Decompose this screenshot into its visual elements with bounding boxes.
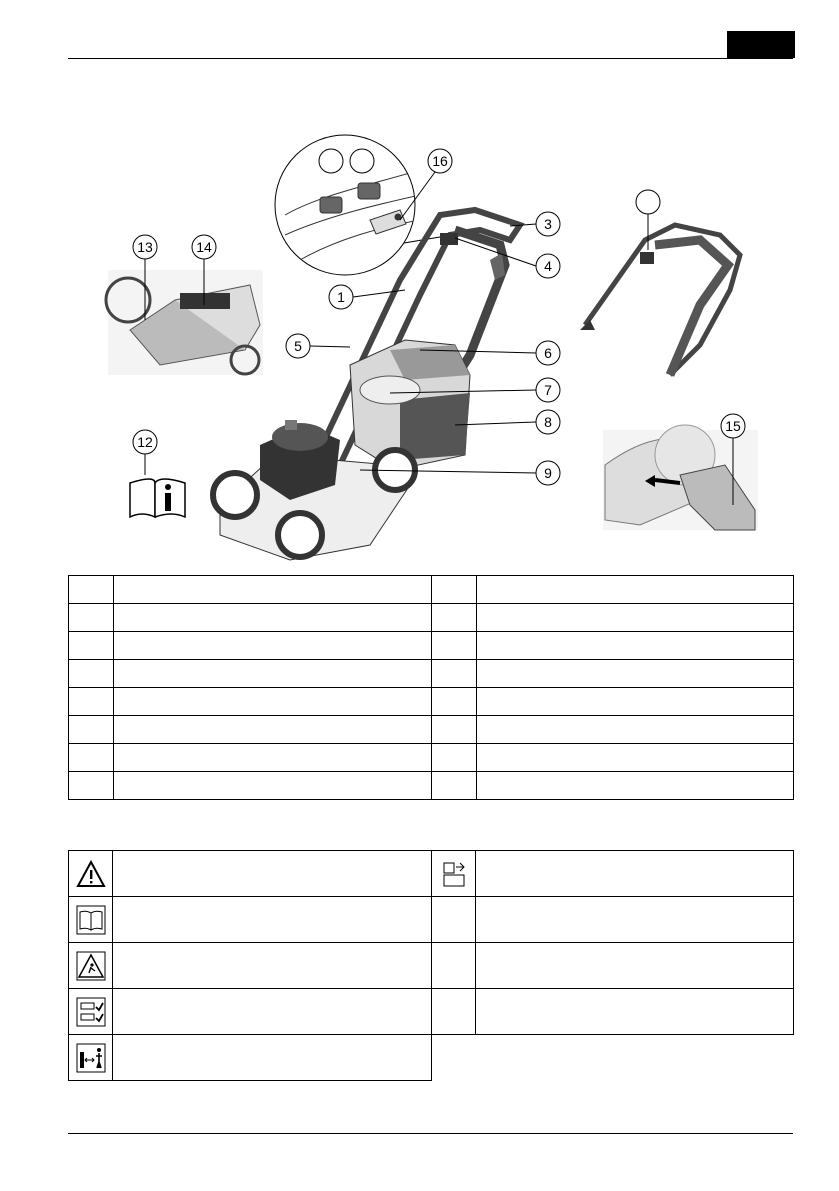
table-row	[69, 716, 794, 744]
symbols-table	[68, 850, 794, 1081]
inset-handle	[580, 225, 740, 375]
footer-rule	[68, 1133, 793, 1134]
callout-8-label: 8	[544, 414, 552, 430]
callout-9-label: 9	[544, 465, 552, 481]
part-name	[476, 660, 794, 688]
inset-mulch-plug	[603, 425, 758, 530]
callout-15-label: 15	[725, 418, 741, 434]
symbol-description	[113, 851, 432, 897]
symbol-description	[113, 943, 432, 989]
part-name	[114, 744, 432, 772]
callout-1-label: 1	[337, 289, 345, 305]
part-name	[476, 744, 794, 772]
symbol-description	[475, 897, 794, 943]
parts-table	[68, 575, 794, 800]
symbol-cell	[69, 989, 113, 1035]
part-number	[431, 604, 476, 632]
callout-blank-a	[319, 149, 343, 173]
table-row	[69, 744, 794, 772]
table-row	[69, 772, 794, 800]
table-row	[69, 1035, 794, 1081]
symbol-description	[475, 943, 794, 989]
part-number	[431, 688, 476, 716]
symbol-cell	[431, 897, 475, 943]
part-name	[114, 576, 432, 604]
part-number	[431, 772, 476, 800]
part-number	[431, 716, 476, 744]
table-row	[69, 576, 794, 604]
callout-blank-c	[636, 190, 660, 214]
part-name	[476, 688, 794, 716]
lawnmower-figure	[100, 125, 780, 565]
part-number	[69, 576, 114, 604]
part-name	[476, 716, 794, 744]
language-tab	[727, 31, 795, 58]
callout-blank-b	[350, 149, 374, 173]
table-row	[69, 897, 794, 943]
part-number	[431, 632, 476, 660]
symbol-cell	[69, 943, 113, 989]
checklist-icon	[76, 997, 106, 1027]
part-number	[431, 744, 476, 772]
symbol-cell	[431, 943, 475, 989]
callout-7-label: 7	[544, 382, 552, 398]
symbol-description	[475, 851, 794, 897]
table-row	[69, 632, 794, 660]
part-number	[69, 688, 114, 716]
callout-14-label: 14	[196, 239, 212, 255]
callout-4-label: 4	[544, 258, 552, 274]
empty-cell	[431, 1035, 794, 1081]
table-row	[69, 688, 794, 716]
thrown-objects-warning-icon	[76, 951, 106, 981]
symbol-cell	[431, 989, 475, 1035]
callout-5-label: 5	[294, 338, 302, 354]
manual-book-icon	[76, 905, 106, 935]
part-name	[476, 576, 794, 604]
callout-6-label: 6	[544, 345, 552, 361]
symbol-cell	[69, 1035, 113, 1081]
part-number	[69, 772, 114, 800]
part-number	[69, 632, 114, 660]
symbol-description	[113, 897, 432, 943]
warning-triangle-icon	[76, 859, 106, 889]
callout-3-label: 3	[544, 216, 552, 232]
part-name	[114, 632, 432, 660]
part-name	[476, 632, 794, 660]
part-number	[431, 576, 476, 604]
part-name	[114, 688, 432, 716]
refer-to-page-icon	[438, 859, 468, 889]
symbol-description	[475, 989, 794, 1035]
callout-13-label: 13	[137, 239, 153, 255]
part-number	[431, 660, 476, 688]
part-number	[69, 744, 114, 772]
keep-distance-icon	[76, 1043, 106, 1073]
part-number	[69, 716, 114, 744]
symbol-cell	[431, 851, 475, 897]
callout-16-label: 16	[432, 153, 448, 169]
inset-grass-bag	[106, 270, 263, 375]
symbol-description	[113, 989, 432, 1035]
part-name	[114, 772, 432, 800]
table-row	[69, 851, 794, 897]
callout-12-label: 12	[137, 434, 153, 450]
part-name	[114, 660, 432, 688]
header-rule	[68, 58, 793, 59]
symbol-cell	[69, 851, 113, 897]
part-name	[114, 604, 432, 632]
part-name	[476, 772, 794, 800]
symbol-cell	[69, 897, 113, 943]
symbol-description	[113, 1035, 432, 1081]
table-row	[69, 604, 794, 632]
part-number	[69, 660, 114, 688]
table-row	[69, 943, 794, 989]
table-row	[69, 660, 794, 688]
part-name	[476, 604, 794, 632]
part-number	[69, 604, 114, 632]
manual-read-icon	[130, 479, 185, 517]
table-row	[69, 989, 794, 1035]
part-name	[114, 716, 432, 744]
